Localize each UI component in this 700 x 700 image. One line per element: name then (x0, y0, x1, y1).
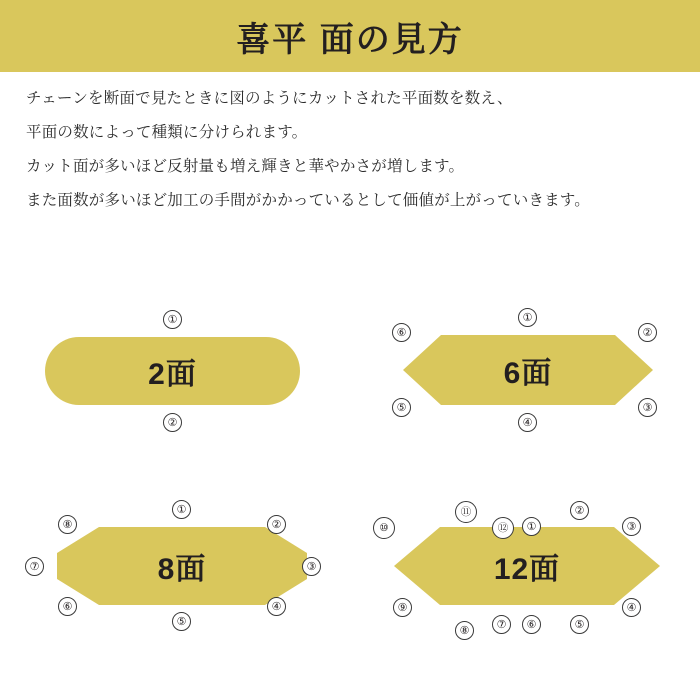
marker-12men-5: ⑤ (570, 615, 589, 634)
figure-2men (20, 275, 320, 435)
figure-12men (370, 475, 690, 655)
marker-8men-8: ⑧ (58, 515, 77, 534)
marker-6men-5: ⑤ (392, 398, 411, 417)
description-line-3: カット面が多いほど反射量も増え輝きと華やかさが増します。 (26, 158, 465, 175)
figure-6men (375, 275, 675, 435)
marker-6men-1: ① (518, 308, 537, 327)
description-line-4: また面数が多いほど加工の手間がかかっているとして価値が上がっていきます。 (26, 192, 590, 209)
figure-8men (20, 475, 340, 655)
marker-12men-10: ⑩ (373, 517, 395, 539)
description-block (26, 82, 686, 218)
description-line-2: 平面の数によって種類に分けられます。 (26, 124, 308, 141)
marker-8men-4: ④ (267, 597, 286, 616)
marker-12men-9: ⑨ (393, 598, 412, 617)
figure-2men-label: 2面 (148, 358, 197, 391)
marker-8men-7: ⑦ (25, 557, 44, 576)
shape-12men (394, 527, 660, 605)
marker-2men-1: ① (163, 310, 182, 329)
marker-12men-8: ⑧ (455, 621, 474, 640)
marker-8men-5: ⑤ (172, 612, 191, 631)
marker-12men-2: ② (570, 501, 589, 520)
shape-6men (403, 335, 653, 405)
shape-6men-outline (403, 335, 653, 405)
description-line-1: チェーンを断面で見たときに図のようにカットされた平面数を数え、 (26, 90, 513, 107)
figure-6men-label: 6面 (503, 357, 553, 390)
marker-8men-3: ③ (302, 557, 321, 576)
marker-12men-12: ⑫ (492, 517, 514, 539)
marker-2men-2: ② (163, 413, 182, 432)
figure-8men-label: 8面 (157, 553, 207, 586)
shape-12men-outline (394, 527, 660, 605)
marker-6men-3: ③ (638, 398, 657, 417)
shape-8men (57, 527, 307, 605)
marker-8men-6: ⑥ (58, 597, 77, 616)
shape-2men-outline (45, 337, 300, 405)
marker-8men-1: ① (172, 500, 191, 519)
header-band (0, 0, 700, 72)
page-title: 喜平 面の見方 (236, 20, 464, 59)
marker-12men-1: ① (522, 517, 541, 536)
marker-12men-4: ④ (622, 598, 641, 617)
marker-6men-4: ④ (518, 413, 537, 432)
marker-6men-2: ② (638, 323, 657, 342)
marker-12men-11: ⑪ (455, 501, 477, 523)
marker-8men-2: ② (267, 515, 286, 534)
shape-8men-outline (57, 527, 307, 605)
marker-12men-3: ③ (622, 517, 641, 536)
marker-12men-6: ⑥ (522, 615, 541, 634)
shape-2men (45, 337, 300, 405)
marker-12men-7: ⑦ (492, 615, 511, 634)
figure-12men-label: 12面 (493, 553, 561, 586)
marker-6men-6: ⑥ (392, 323, 411, 342)
diagram-area (0, 255, 700, 685)
